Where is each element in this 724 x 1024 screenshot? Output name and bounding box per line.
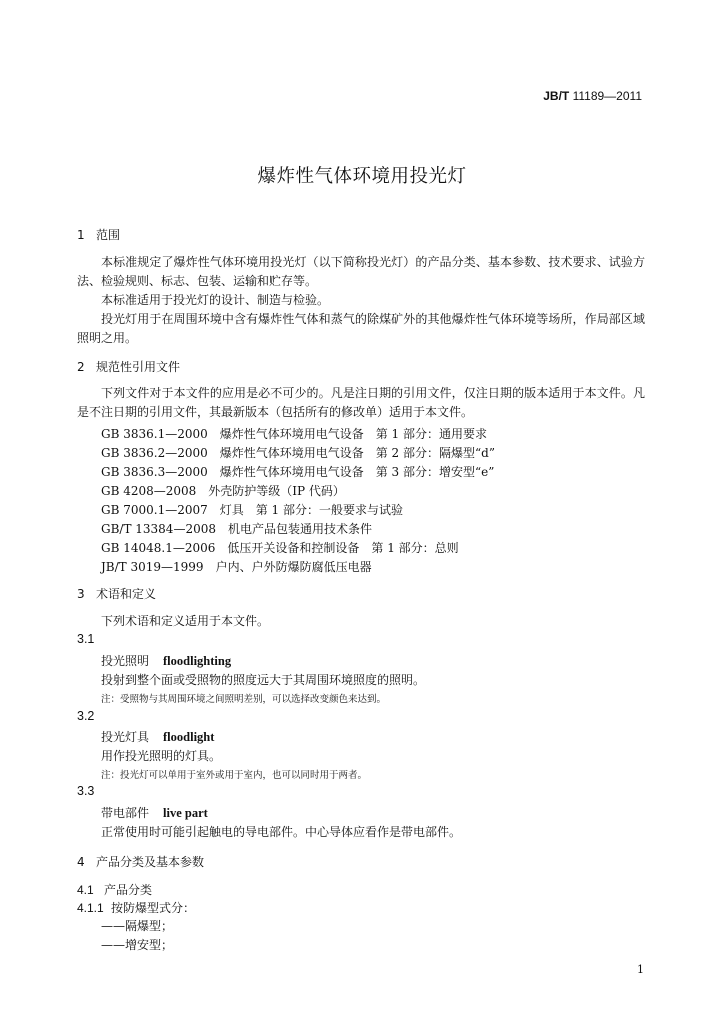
section-1-paragraph-2: 本标准适用于投光灯的设计、制造与检验。 <box>101 293 330 307</box>
reference-item: GB 3836.3—2000 爆炸性气体环境用电气设备 第 3 部分：增安型“e” <box>101 465 495 479</box>
reference-item: GB 7000.1—2007 灯具 第 1 部分：一般要求与试验 <box>101 503 404 517</box>
list-item: ——隔爆型； <box>101 919 174 933</box>
page-number: 1 <box>637 963 644 976</box>
term-number: 3.2 <box>77 709 95 723</box>
reference-item: GB 3836.2—2000 爆炸性气体环境用电气设备 第 2 部分：隔爆型“d” <box>101 446 495 460</box>
section-2-intro: 下列文件对于本文件的应用是必不可少的。凡是注日期的引用文件，仅注日期的版本适用于本文件。凡是不注日期的引用文件，其最新版本（包括所有的修改单）适用于本文件。 <box>77 386 645 419</box>
section-2-heading: 2 规范性引用文件 <box>77 360 181 374</box>
section-3-intro: 下列术语和定义适用于本文件。 <box>101 614 270 628</box>
term-heading: 带电部件 live part <box>101 806 208 820</box>
term-heading: 投光照明 floodlighting <box>101 654 232 668</box>
section-1-paragraph-1: 本标准规定了爆炸性气体环境用投光灯（以下简称投光灯）的产品分类、基本参数、技术要求、试验方法、检验规则、标志、包装、运输和贮存等。 <box>77 255 645 288</box>
standard-code-header <box>543 89 642 103</box>
reference-item: GB/T 13384—2008 机电产品包装通用技术条件 <box>101 522 372 536</box>
term-number: 3.3 <box>77 784 95 798</box>
term-definition: 正常使用时可能引起触电的导电部件。中心导体应看作是带电部件。 <box>101 825 462 839</box>
section-1-heading: 1 范围 <box>77 228 121 242</box>
term-number: 3.1 <box>77 632 95 646</box>
section-3-heading: 3 术语和定义 <box>77 587 157 601</box>
list-item: ——增安型； <box>101 938 174 952</box>
term-note: 注：受照物与其周围环境之间照明差别，可以选择改变颜色来达到。 <box>101 694 387 705</box>
reference-item: GB 14048.1—2006 低压开关设备和控制设备 第 1 部分：总则 <box>101 541 459 555</box>
term-heading: 投光灯具 floodlight <box>101 730 215 744</box>
document-title: 爆炸性气体环境用投光灯 <box>257 166 467 187</box>
section-4-heading: 4 产品分类及基本参数 <box>77 855 205 869</box>
subsection-4-1-heading: 4.1 产品分类 <box>77 883 153 897</box>
term-note: 注：投光灯可以单用于室外或用于室内，也可以同时用于两者。 <box>101 770 368 781</box>
reference-item: GB 4208—2008 外壳防护等级（IP 代码） <box>101 484 345 498</box>
term-definition: 投射到整个面或受照物的照度远大于其周围环境照度的照明。 <box>101 673 426 687</box>
section-1-paragraph-3: 投光灯用于在周围环境中含有爆炸性气体和蒸气的除煤矿外的其他爆炸性气体环境等场所，作局部区域照明之用。 <box>77 312 645 345</box>
subsection-4-1-1-heading: 4.1.1 按防爆型式分： <box>77 901 196 915</box>
std-number: 11189—2011 <box>572 89 642 103</box>
reference-item: JB/T 3019—1999 户内、户外防爆防腐低压电器 <box>101 560 372 574</box>
std-code: JB/T <box>543 89 570 103</box>
reference-item: GB 3836.1—2000 爆炸性气体环境用电气设备 第 1 部分：通用要求 <box>101 427 488 441</box>
term-definition: 用作投光照明的灯具。 <box>101 749 222 763</box>
